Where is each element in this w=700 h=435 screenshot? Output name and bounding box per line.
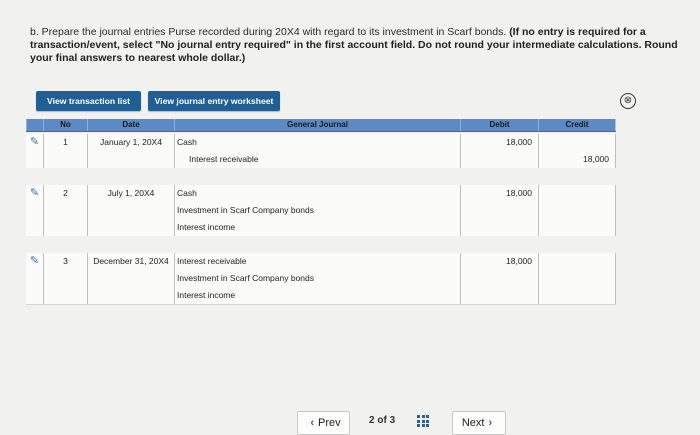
chevron-right-icon: › bbox=[488, 417, 493, 429]
edit-cell bbox=[26, 253, 43, 270]
pencil-icon[interactable]: ✎ bbox=[29, 187, 40, 199]
table-row bbox=[26, 253, 616, 271]
next-button[interactable] bbox=[452, 411, 506, 435]
edit-cell bbox=[26, 168, 43, 185]
debit-field[interactable] bbox=[460, 236, 538, 253]
account-field[interactable]: Interest receivable bbox=[174, 151, 460, 168]
credit-field[interactable] bbox=[538, 185, 616, 202]
table-row bbox=[26, 270, 616, 288]
instructions-bold: (If no entry is required for a transaction/event, select "No journal entry required" in the first account field. Do not round your intermediate calculations. Round your final answers to nearest whole dollar.) bbox=[30, 26, 678, 64]
account-field[interactable] bbox=[174, 168, 460, 185]
header-general-journal: General Journal bbox=[174, 119, 460, 131]
credit-field[interactable] bbox=[538, 168, 616, 185]
credit-field[interactable] bbox=[538, 134, 616, 151]
table-row bbox=[26, 185, 616, 203]
table-row bbox=[26, 219, 616, 237]
edit-cell bbox=[26, 236, 43, 253]
pencil-icon[interactable]: ✎ bbox=[29, 255, 40, 267]
next-label: Next bbox=[461, 417, 485, 429]
entry-date bbox=[87, 236, 174, 253]
page-indicator bbox=[369, 415, 395, 426]
grid-icon[interactable] bbox=[417, 415, 429, 427]
entry-date bbox=[87, 270, 174, 287]
instructions-prefix: b. Prepare the journal entries Purse recorded during 20X4 with regard to its investment in Scarf bonds. bbox=[30, 26, 507, 38]
view-journal-worksheet-button[interactable]: View journal entry worksheet bbox=[148, 91, 280, 111]
edit-cell bbox=[26, 270, 43, 287]
account-field[interactable]: Interest receivable bbox=[174, 253, 460, 270]
prev-button[interactable] bbox=[297, 411, 350, 435]
general-journal-table bbox=[26, 119, 616, 309]
header-credit: Credit bbox=[538, 119, 616, 131]
header-icon-col bbox=[26, 119, 43, 131]
entry-number: 1 bbox=[43, 134, 87, 151]
debit-field[interactable] bbox=[460, 219, 538, 236]
account-field[interactable]: Interest income bbox=[174, 219, 460, 236]
debit-field[interactable] bbox=[460, 168, 538, 185]
debit-field[interactable] bbox=[460, 270, 538, 287]
entry-number bbox=[43, 270, 87, 287]
close-icon[interactable]: ⊗ bbox=[620, 93, 636, 109]
account-field[interactable]: Cash bbox=[174, 185, 460, 202]
credit-field[interactable] bbox=[538, 287, 616, 304]
entry-date bbox=[87, 168, 174, 185]
edit-cell bbox=[26, 219, 43, 236]
account-field[interactable]: Cash bbox=[174, 134, 460, 151]
account-field[interactable]: Investment in Scarf Company bonds bbox=[174, 270, 460, 287]
entry-date: January 1, 20X4 bbox=[87, 134, 174, 151]
table-header bbox=[26, 119, 616, 132]
table-row bbox=[26, 236, 616, 253]
edit-cell bbox=[26, 134, 43, 151]
credit-field[interactable] bbox=[538, 236, 616, 253]
entry-number bbox=[43, 236, 87, 253]
debit-field[interactable]: 18,000 bbox=[460, 253, 538, 270]
entry-date bbox=[87, 287, 174, 304]
instructions-text bbox=[30, 26, 690, 65]
entry-number bbox=[43, 168, 87, 185]
pencil-icon[interactable]: ✎ bbox=[29, 136, 40, 148]
credit-field[interactable] bbox=[538, 253, 616, 270]
entry-date bbox=[87, 219, 174, 236]
edit-cell bbox=[26, 287, 43, 304]
entry-date: December 31, 20X4 bbox=[87, 253, 174, 270]
credit-field[interactable] bbox=[538, 202, 616, 219]
debit-field[interactable] bbox=[460, 202, 538, 219]
header-debit: Debit bbox=[460, 119, 538, 131]
table-row bbox=[26, 168, 616, 185]
table-row bbox=[26, 202, 616, 220]
table-row bbox=[26, 151, 616, 169]
account-field[interactable] bbox=[174, 236, 460, 253]
pagination bbox=[297, 411, 517, 433]
debit-field[interactable]: 18,000 bbox=[460, 185, 538, 202]
entry-number bbox=[43, 151, 87, 168]
credit-field[interactable] bbox=[538, 219, 616, 236]
entry-number bbox=[43, 202, 87, 219]
header-date: Date bbox=[87, 119, 174, 131]
entry-date bbox=[87, 151, 174, 168]
header-no: No bbox=[43, 119, 87, 131]
credit-field[interactable] bbox=[538, 270, 616, 287]
edit-cell bbox=[26, 151, 43, 168]
entry-number: 3 bbox=[43, 253, 87, 270]
debit-field[interactable]: 18,000 bbox=[460, 134, 538, 151]
table-row bbox=[26, 287, 616, 305]
prev-label: Prev bbox=[318, 417, 341, 429]
entry-date: July 1, 20X4 bbox=[87, 185, 174, 202]
credit-field[interactable]: 18,000 bbox=[538, 151, 616, 168]
edit-cell bbox=[26, 202, 43, 219]
entry-number: 2 bbox=[43, 185, 87, 202]
chevron-left-icon: ‹ bbox=[310, 417, 315, 429]
table-row bbox=[26, 134, 616, 152]
debit-field[interactable] bbox=[460, 287, 538, 304]
debit-field[interactable] bbox=[460, 151, 538, 168]
page-of: of bbox=[377, 415, 387, 426]
page-total: 3 bbox=[389, 415, 396, 426]
entry-date bbox=[87, 202, 174, 219]
entry-number bbox=[43, 287, 87, 304]
page-current: 2 bbox=[369, 415, 375, 426]
entry-number bbox=[43, 219, 87, 236]
account-field[interactable]: Interest income bbox=[174, 287, 460, 304]
edit-cell bbox=[26, 185, 43, 202]
account-field[interactable]: Investment in Scarf Company bonds bbox=[174, 202, 460, 219]
view-transaction-list-button[interactable]: View transaction list bbox=[36, 91, 141, 111]
